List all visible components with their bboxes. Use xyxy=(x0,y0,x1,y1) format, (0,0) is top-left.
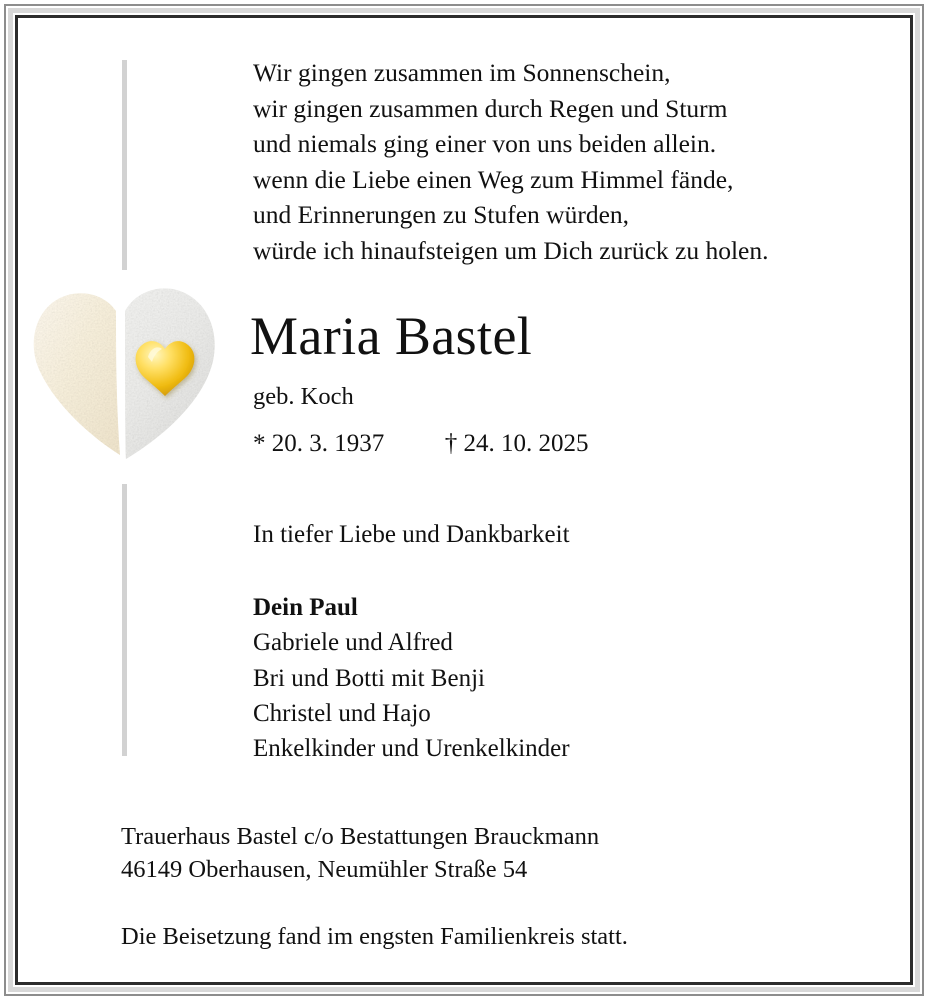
vertical-rule-top xyxy=(122,60,127,270)
mourner-line: Gabriele und Alfred xyxy=(253,629,453,657)
mourner-line: Bri und Botti mit Benji xyxy=(253,664,485,692)
vertical-rule-bottom xyxy=(122,484,127,756)
funeral-home-address xyxy=(121,820,599,886)
deceased-name: Maria Bastel xyxy=(250,306,533,366)
death-symbol: † xyxy=(444,430,458,457)
poem-line: und niemals ging einer von uns beiden allein. xyxy=(253,129,717,159)
burial-note: Die Beisetzung fand im engsten Familienkreis statt. xyxy=(121,923,628,950)
address-line: Trauerhaus Bastel c/o Bestattungen Brauckmann xyxy=(121,823,600,850)
poem-line: wenn die Liebe einen Weg zum Himmel fände, xyxy=(253,164,734,194)
birth-date: 20. 3. 1937 xyxy=(271,430,385,457)
poem-line: Wir gingen zusammen im Sonnenschein, xyxy=(253,58,671,87)
mourner-line: Dein Paul xyxy=(253,594,358,621)
birth-symbol: * xyxy=(253,430,266,457)
poem-line: und Erinnerungen zu Stufen würden, xyxy=(253,200,630,230)
mourner-line: Christel und Hajo xyxy=(253,699,431,727)
death-date: 24. 10. 2025 xyxy=(463,430,589,457)
life-dates xyxy=(253,428,589,459)
heart-cream-lobe xyxy=(34,293,120,455)
dedication-text: In tiefer Liebe und Dankbarkeit xyxy=(253,521,570,548)
poem-line: wir gingen zusammen durch Regen und Sturm xyxy=(253,93,728,123)
mourner-line: Enkelkinder und Urenkelkinder xyxy=(253,735,570,763)
memorial-poem xyxy=(253,55,893,269)
poem-line: würde ich hinaufsteigen um Dich zurück zu holen. xyxy=(253,235,769,265)
split-heart-icon xyxy=(28,283,220,463)
deceased-maiden-name: geb. Koch xyxy=(253,383,354,410)
mourners-list xyxy=(253,590,570,766)
address-line: 46149 Oberhausen, Neumühler Straße 54 xyxy=(121,856,528,883)
